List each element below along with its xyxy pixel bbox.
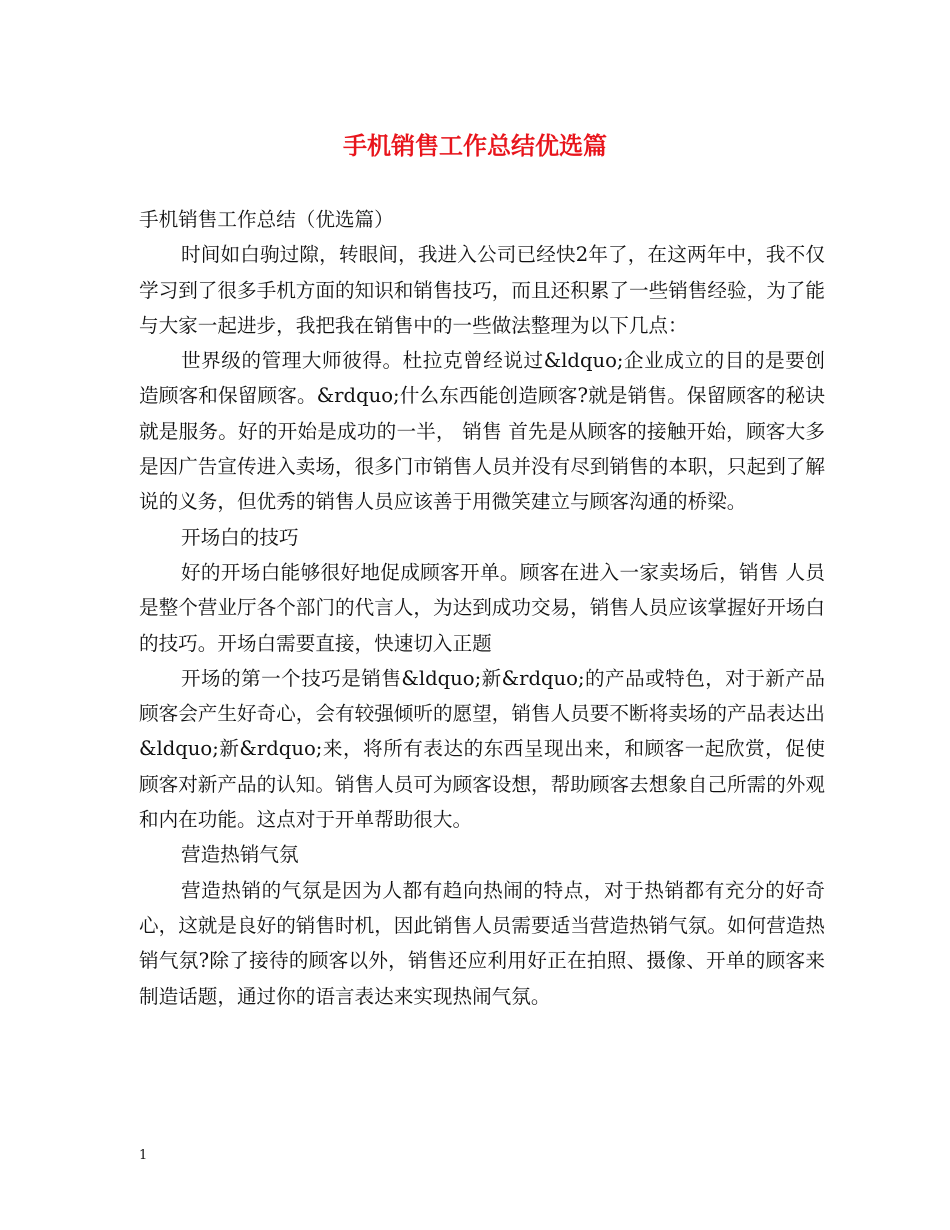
document-body (139, 202, 825, 1014)
section-heading-atmosphere: 营造热销气氛 (181, 843, 299, 867)
intro-paragraph: 时间如白驹过隙，转眼间，我进入公司已经快2年了，在这两年中，我不仅学习到了很多手机方面的知识和销售技巧，而且还积累了一些销售经验，为了能与大家一起进步，我把我在销售中的一些做法整理为以下几点： (139, 243, 825, 337)
page-number: 1 (139, 1148, 148, 1163)
atmosphere-paragraph: 营造热销的气氛是因为人都有趋向热闹的特点，对于热销都有充分的好奇心，这就是良好的销售时机，因此销售人员需要适当营造热销气氛。如何营造热销气氛?除了接待的顾客以外，销售还应利用好正在拍照、摄像、开单的顾客来制造话题，通过你的语言表达来实现热闹气氛。 (139, 878, 825, 1008)
document-title: 手机销售工作总结优选篇 (343, 131, 607, 160)
subtitle-paragraph: 手机销售工作总结（优选篇） (139, 208, 394, 231)
quote-paragraph: 世界级的管理大师彼得。杜拉克曾经说过&ldquo;企业成立的目的是要创造顾客和保留顾客。&rdquo;什么东西能创造顾客?就是销售。保留顾客的秘诀就是服务。好的开始是成功的一半， 销售 首先是从顾客的接触开始，顾客大多是因广告宣传进入卖场，很多门市销售人员并没有尽到销售的本职，只起到了解说的义务，但优秀的销售人员应该善于用微笑建立与顾客沟通的桥梁。 (139, 349, 825, 514)
opening-paragraph: 好的开场白能够很好地促成顾客开单。顾客在进入一家卖场后，销售 人员是整个营业厅各个部门的代言人，为达到成功交易，销售人员应该掌握好开场白的技巧。开场白需要直接，快速切入正题 (139, 560, 825, 655)
section-heading-opening: 开场白的技巧 (181, 525, 299, 549)
new-product-paragraph: 开场的第一个技巧是销售&ldquo;新&rdquo;的产品或特色，对于新产品顾客会产生好奇心，会有较强倾听的愿望，销售人员要不断将卖场的产品表达出&ldquo;新&rdquo;来，将所有表达的东西呈现出来，和顾客一起欣赏，促使顾客对新产品的认知。销售人员可为顾客设想，帮助顾客去想象自己所需的外观和内在功能。这点对于开单帮助很大。 (139, 666, 825, 832)
